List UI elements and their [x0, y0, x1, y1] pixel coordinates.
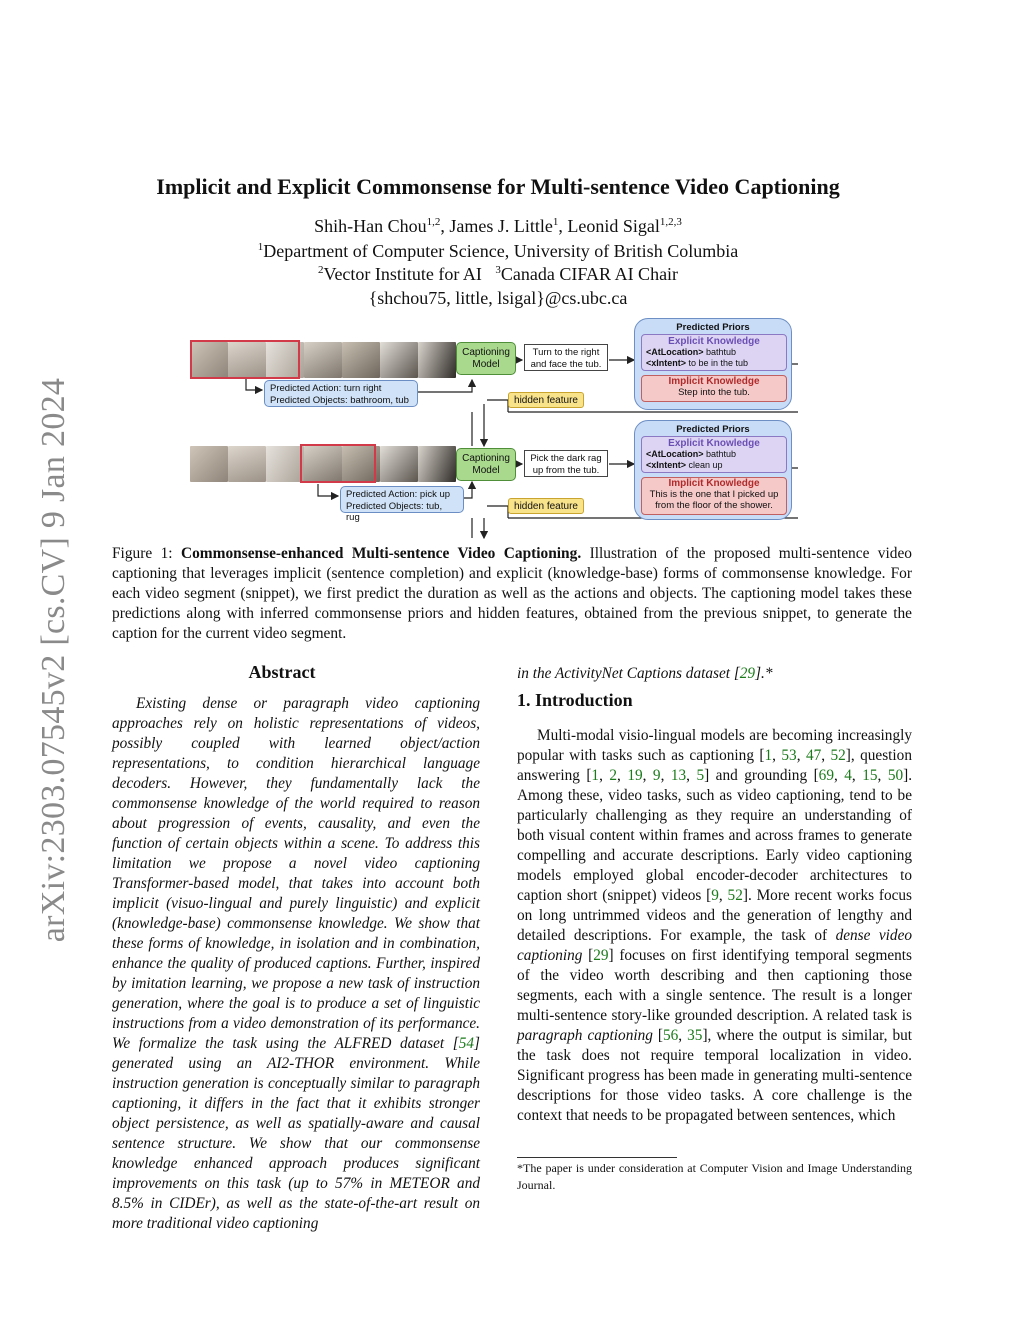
footnote-rule [517, 1157, 677, 1158]
intro-text: [ [652, 1027, 663, 1044]
predicted-objects: Predicted Objects: bathroom, tub [270, 394, 409, 406]
author-affiliation-mark: 1 [552, 216, 559, 228]
citation-link[interactable]: 69 [818, 767, 834, 784]
predicted-action: Predicted Action: turn right [270, 383, 382, 394]
relation-value: bathtub [703, 449, 737, 459]
relation-value: clean up [686, 460, 723, 470]
implicit-knowledge-box [641, 375, 787, 402]
intro-text: ]. More recent works focus on long untrimmed videos and the generation of lengthy and detailed descriptions. For example, the task of [517, 887, 913, 944]
citation-link[interactable]: 29 [739, 665, 756, 682]
citation-link[interactable]: 13 [670, 767, 687, 784]
relation-value: bathtub [703, 347, 737, 357]
generated-caption [524, 344, 608, 371]
hidden-feature-box: hidden feature [508, 498, 584, 514]
author-affiliation-mark: 1,2 [426, 216, 441, 228]
affiliation-line [0, 264, 996, 285]
affiliation-mark: 2 [317, 264, 324, 276]
abstract-text: ].* [755, 665, 773, 682]
predicted-priors-panel [634, 318, 792, 410]
citation-link[interactable]: 35 [687, 1027, 703, 1044]
model-label: Captioning [462, 453, 510, 464]
relation-tag: <xIntent> [646, 358, 687, 368]
video-frame [304, 342, 342, 378]
caption-text: Illustration of the proposed multi-sentence video captioning that leverages implicit (sentence completion) and explicit (knowledge-base) forms of commonsense knowledge. For each video segment (snippet), we first predict the duration as well as the actions and objects. The captioning model takes these predictions along with inferred commonsense priors and hidden features, obtained from the previous snippet, to generate the caption for the current video segment. [112, 545, 912, 642]
paper-title: Implicit and Explicit Commonsense for Multi-sentence Video Captioning [156, 174, 840, 199]
implicit-knowledge-text: This is the one that I picked up [649, 489, 779, 500]
implicit-knowledge-title: Implicit Knowledge [668, 478, 760, 489]
explicit-knowledge-title: Explicit Knowledge [668, 336, 760, 347]
video-frame [380, 342, 418, 378]
segment-highlight [300, 444, 376, 483]
author-affiliation-mark: 1,2,3 [659, 216, 682, 228]
footnote: *The paper is under consideration at Computer Vision and Image Understanding Journal. [517, 1161, 912, 1192]
abstract-body [112, 694, 480, 1234]
implicit-knowledge-text: Step into the tub. [678, 387, 750, 398]
intro-text: ], question answering [ [517, 747, 912, 784]
predicted-action-objects [264, 380, 418, 407]
intro-text: [ [582, 947, 594, 964]
caption-title: Commonsense-enhanced Multi-sentence Video Captioning. [181, 545, 582, 562]
abstract-heading: Abstract [248, 662, 316, 682]
abstract-text: ] generated using an AI2-THOR environment. While instruction generation is conceptually similar to paragraph captioning, it differs in the fact that it exhibits stronger object persistence, as well as spatially-aware and causal sentence structure. We show that our commonsense knowledge enhanced approach produces significant improvements on this task (up to 57% in METEOR and 8.5% in CIDEr), as well as the state-of-the-art result on more traditional video captioning [112, 1035, 480, 1232]
caption-line: and face the tub. [530, 358, 602, 370]
author-list: Shih-Han Chou$^{1,2}$, James J. Little$^1$, Leonid Sigal$^{1,2,3}$ [314, 216, 682, 236]
predicted-action-objects [340, 486, 464, 523]
affiliation-line [0, 241, 996, 262]
priors-title: Predicted Priors [676, 322, 750, 333]
section-heading: 1. Introduction [517, 690, 633, 710]
implicit-knowledge-text: from the floor of the shower. [655, 500, 773, 511]
citation-link[interactable]: 4 [844, 767, 852, 784]
citation-link[interactable]: 2 [609, 767, 618, 784]
term-emphasis: paragraph captioning [517, 1027, 653, 1044]
explicit-knowledge-box [641, 436, 787, 473]
author-name: Shih-Han Chou [314, 216, 427, 236]
citation-link[interactable]: 53 [781, 747, 797, 764]
affiliation-mark: 1 [257, 241, 264, 253]
affiliation-text: Canada CIFAR AI Chair [500, 264, 679, 284]
video-frame [266, 446, 304, 482]
caption-line: Pick the dark rag [530, 453, 602, 464]
figure-diagram [188, 316, 798, 540]
explicit-knowledge-title: Explicit Knowledge [668, 438, 760, 449]
model-label: Captioning [462, 347, 510, 358]
relation-value: to be in the tub [686, 358, 749, 368]
citation-link[interactable]: 47 [805, 747, 822, 764]
predicted-action: Predicted Action: pick up [346, 489, 451, 500]
video-frame [418, 446, 456, 482]
implicit-knowledge-title: Implicit Knowledge [668, 376, 760, 387]
video-frame [342, 342, 380, 378]
video-frame [418, 342, 456, 378]
predicted-priors-panel [634, 420, 792, 520]
citation-link[interactable]: 1 [591, 767, 600, 784]
term-emphasis: dense video captioning [517, 927, 913, 964]
intro-text: ] and grounding [ [704, 767, 819, 784]
author-name: Leonid Sigal [567, 216, 660, 236]
video-frame [380, 446, 418, 482]
author-name: James J. Little [449, 216, 553, 236]
affiliation-text: Vector Institute for AI [323, 264, 482, 284]
affiliation-mark: 3 [495, 264, 501, 276]
citation-link[interactable]: 19 [627, 767, 643, 784]
intro-text: Multi-modal visio-lingual models are becoming increasingly popular with tasks such as captioning [ [517, 727, 912, 764]
citation-link[interactable]: 5 [696, 767, 705, 784]
implicit-knowledge-box [641, 477, 787, 515]
citation-link[interactable]: 52 [727, 887, 743, 904]
priors-title: Predicted Priors [676, 424, 750, 435]
abstract-continuation [517, 664, 912, 684]
figure-caption [112, 544, 912, 644]
relation-tag: <xIntent> [646, 460, 687, 470]
caption-line: up from the tub. [532, 464, 600, 476]
citation-link[interactable]: 50 [887, 767, 904, 784]
intro-text: ]. Among these, video tasks, such as video captioning, tend to be particularly challenging as they require an understanding of both visual content within frames and across frames to generate compelling and accurate descriptions. Early video captioning models employed global encoder-decoder architectures to caption short (snippet) videos [ [517, 767, 913, 904]
generated-caption [524, 450, 608, 477]
arxiv-identifier: arXiv:2303.07545v2 [cs.CV] 9 Jan 2024 [35, 377, 72, 943]
captioning-model-box [456, 342, 516, 375]
citation-link[interactable]: 15 [862, 767, 878, 784]
hidden-feature-box: hidden feature [508, 392, 584, 408]
explicit-knowledge-box [641, 334, 787, 371]
abstract-text: in the ActivityNet Captions dataset [ [517, 665, 740, 682]
caption-label: Figure 1: [112, 545, 173, 562]
model-label: Model [472, 359, 500, 370]
relation-tag: <AtLocation> [646, 449, 704, 459]
citation-link[interactable]: 52 [830, 747, 846, 764]
citation-link[interactable]: 9 [652, 767, 661, 784]
video-frame [190, 446, 228, 482]
citation-link[interactable]: 56 [663, 1027, 679, 1044]
intro-text: ], where the output is similar, but the task does not require temporal localization in video. Significant progress has been made in generating multi-sentence descriptions for those video tasks. A core challenge is the context that needs to be propagated between sentences, which [517, 1027, 913, 1124]
citation-link[interactable]: 29 [593, 947, 609, 964]
citation-link[interactable]: 1 [764, 747, 773, 764]
intro-text: ] focuses on first identifying temporal segments of the video worth describing and then captioning those segments, each with a single sentence. The result is a longer multi-sentence story-like grounded description. A related task is [517, 947, 913, 1024]
caption-line: Turn to the right [532, 347, 600, 358]
video-frame [228, 446, 266, 482]
author-email: {shchou75, little, lsigal}@cs.ubc.ca [368, 288, 628, 308]
citation-link[interactable]: 54 [458, 1035, 475, 1052]
model-label: Model [472, 465, 500, 476]
relation-tag: <AtLocation> [646, 347, 704, 357]
abstract-text: Existing dense or paragraph video captioning approaches rely on holistic representations of videos, possibly coupled with learned object/action representations, to condition hierarchical language decoders. However, they fundamentally lack the commonsense knowledge of the world required to reason about progression of events, causality, and even the function of certain objects within a scene. To address this limitation we propose a novel video captioning Transformer-based model, that takes into account both implicit (visuo-lingual and purely linguistic) and explicit (knowledge-base) commonsense knowledge. We show that these forms of knowledge, in isolation and in combination, enhance the quality of produced captions. Further, inspired by imitation learning, we propose a new task of instruction generation, where the goal is to produce a set of linguistic instructions from a video demonstration of its performance. We formalize the task using the ALFRED dataset [ [112, 695, 480, 1052]
affiliation-text: Department of Computer Science, University of British Columbia [263, 241, 739, 261]
predicted-objects: Predicted Objects: tub, rug [346, 500, 443, 523]
citation-link[interactable]: 9 [711, 887, 719, 904]
segment-highlight [190, 340, 300, 379]
captioning-model-box [456, 448, 516, 481]
introduction-body: Multi-modal visio-lingual models are becoming increasingly popular with tasks such as captioning [1, 53, 47, 52], question answering [1, 2, 19, 9, 13, 5] and grounding [69, 4, 15, 50]. Among these, video tasks, such as video captioning, tend to be particularly challenging as they require an understanding of both visual content within frames and across frames to generate compelling and accurate descriptions. Early video captioning models employed global encoder-decoder architectures to caption short (snippet) videos [9, 52]. More recent works focus on long untrimmed videos and the generation of lengthy and detailed descriptions. For example, the task of dense video captioning [29] focuses on first identifying temporal segments of the video worth describing and then captioning those segments, each with a single sentence. The result is a longer multi-sentence story-like grounded description. A related task is paragraph captioning [56, 35], where the output is similar, but the task does not require temporal localization in video. Significant progress has been made in generating multi-sentence descriptions for those video tasks. A core challenge is the context that needs to be propagated between sentences, which [517, 727, 913, 1124]
